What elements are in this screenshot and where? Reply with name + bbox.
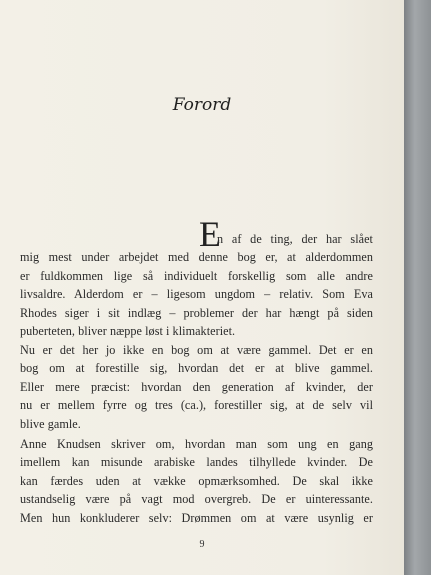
text-line: imellem kan misunde arabiske landes tilhyllede kvinder. De: [20, 455, 373, 470]
paragraph-1: [20, 230, 373, 340]
text-line: Rhodes siger i sit indlæg – problemer der har hængt på siden: [20, 305, 373, 320]
text-line: nu er mellem fyrre og tres (ca.), forestiller sig, at de selv vil: [20, 398, 373, 413]
text-line: puberteten, bliver næppe løst i klimakteriet.: [20, 323, 236, 338]
text-line: blive gamle.: [20, 416, 81, 431]
text-line: mig mest under arbejdet med denne bog er, at alderdommen: [20, 250, 373, 265]
text-line: Eller mere præcist: hvordan den generation af kvinder, der: [20, 379, 373, 394]
text-line: n af de ting, der har slået: [217, 232, 373, 246]
text-line: er fuldkommen lige så individuelt forskellig som alle andre: [20, 268, 373, 283]
drop-cap: E: [199, 214, 221, 254]
paragraph-3: [20, 435, 373, 527]
background-edge: [404, 0, 431, 575]
text-line: ustandselig være på vagt mod overgreb. De er uinteressante.: [20, 492, 373, 507]
text-line: Nu er det her jo ikke en bog om at være gammel. Det er en: [20, 343, 373, 357]
page-number: 9: [199, 539, 205, 550]
text-line: livsaldre. Alderdom er – ligesom ungdom – relativ. Som Eva: [20, 287, 373, 302]
text-line: Anne Knudsen skriver om, hvordan man som ung en gang: [20, 437, 373, 451]
paragraph-2: [20, 341, 373, 433]
text-line: Men hun konkluderer selv: Drømmen om at være usynlig er: [20, 510, 373, 525]
text-line: bog om at forestille sig, hvordan det er at blive gammel.: [20, 361, 373, 376]
text-line: kan færdes uden at vække opmærksomhed. De skal ikke: [20, 473, 373, 488]
chapter-title: Forord: [172, 95, 232, 115]
